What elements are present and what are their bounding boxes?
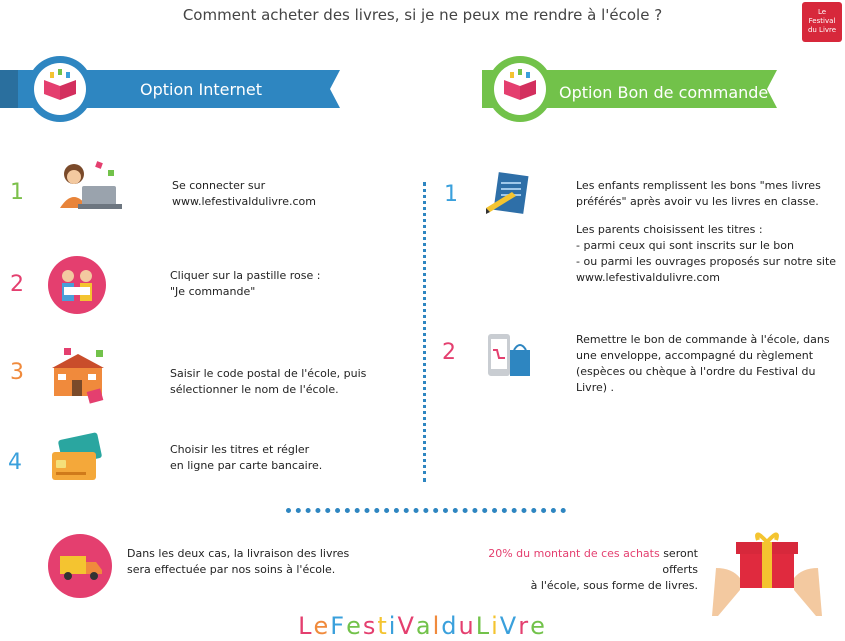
offer-line2: à l'école, sous forme de livres. bbox=[530, 579, 698, 592]
kids-reading-icon bbox=[48, 256, 106, 314]
offer-rest: seront offerts bbox=[659, 547, 698, 576]
right-step-1-p1-line2: préférés" après avoir vu les livres en classe. bbox=[576, 195, 819, 208]
right-step-1-p2-line2: - parmi ceux qui sont inscrits sur le bon bbox=[576, 239, 794, 252]
logo-line3: du Livre bbox=[807, 26, 837, 34]
delivery-line2: sera effectuée par nos soins à l'école. bbox=[127, 563, 336, 576]
person-laptop-icon bbox=[52, 158, 124, 212]
delivery-truck-icon bbox=[48, 534, 112, 598]
festival-logo bbox=[802, 2, 842, 42]
order-form-banner-label: Option Bon de commande bbox=[559, 83, 769, 102]
horizontal-divider bbox=[286, 508, 566, 513]
right-step-2-line2: une enveloppe, accompagné du règlement bbox=[576, 349, 814, 362]
delivery-line1: Dans les deux cas, la livraison des livres bbox=[127, 547, 350, 560]
vertical-divider bbox=[423, 182, 426, 482]
left-step-2-line1: Cliquer sur la pastille rose : bbox=[170, 269, 321, 282]
left-step-1-line2: www.lefestivaldulivre.com bbox=[172, 195, 316, 208]
right-step-2-number: 2 bbox=[442, 340, 456, 365]
credit-card-icon bbox=[50, 432, 106, 486]
footer-brand: LeFestiValduLiVre bbox=[298, 612, 547, 640]
left-step-4-line2: en ligne par carte bancaire. bbox=[170, 459, 323, 472]
internet-banner-label: Option Internet bbox=[140, 80, 263, 99]
right-step-1-p2-line1: Les parents choisissent les titres : bbox=[576, 223, 763, 236]
right-step-2-line1: Remettre le bon de commande à l'école, dans bbox=[576, 333, 830, 346]
right-step-1-p2-line3: - ou parmi les ouvrages proposés sur notre site bbox=[576, 255, 837, 268]
page-title: Comment acheter des livres, si je ne peux me rendre à l'école ? bbox=[182, 6, 663, 24]
left-step-3-line2: sélectionner le nom de l'école. bbox=[170, 383, 339, 396]
left-step-1-line1: Se connecter sur bbox=[172, 179, 266, 192]
left-step-3-number: 3 bbox=[10, 360, 24, 385]
left-step-1-number: 1 bbox=[10, 180, 24, 205]
right-step-1-p2-line4: www.lefestivaldulivre.com bbox=[576, 271, 720, 284]
gift-box-icon bbox=[712, 528, 822, 620]
logo-line2: Festival bbox=[808, 17, 836, 25]
left-step-2-number: 2 bbox=[10, 272, 24, 297]
logo-line1: Le bbox=[817, 8, 827, 16]
school-building-icon bbox=[50, 346, 112, 406]
shopping-bag-icon bbox=[486, 332, 534, 380]
left-step-2-line2: "Je commande" bbox=[170, 285, 256, 298]
left-step-4-line1: Choisir les titres et régler bbox=[170, 443, 310, 456]
left-step-3-line1: Saisir le code postal de l'école, puis bbox=[170, 367, 367, 380]
right-step-1-p1-line1: Les enfants remplissent les bons "mes livres bbox=[576, 179, 821, 192]
left-step-4-number: 4 bbox=[8, 450, 22, 475]
order-form-icon bbox=[486, 172, 532, 218]
right-step-1-number: 1 bbox=[444, 182, 458, 207]
right-step-2-line3: (espèces ou chèque à l'ordre du Festival du Livre) . bbox=[576, 365, 816, 394]
offer-highlight: 20% du montant de ces achats bbox=[488, 547, 660, 560]
